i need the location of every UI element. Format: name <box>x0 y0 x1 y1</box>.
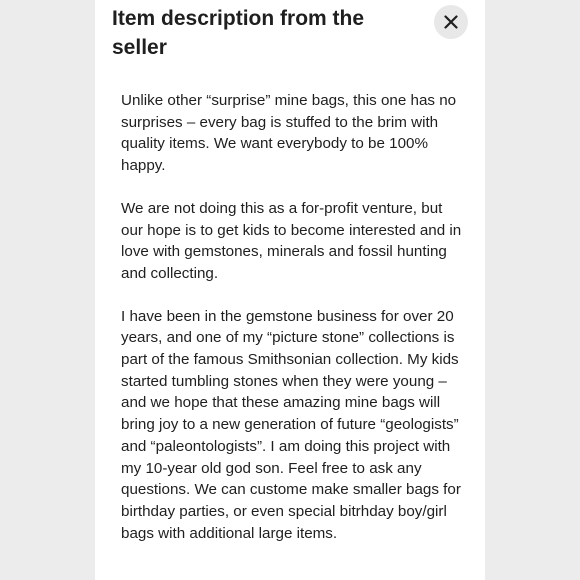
modal-title: Item description from the seller <box>112 7 365 59</box>
description-paragraph-2: We are not doing this as a for-profit venture, but our hope is to get kids to become interested and in love with gemstones, minerals and fossil hunting and collecting. <box>121 199 462 282</box>
item-description-modal <box>95 0 485 580</box>
close-button[interactable] <box>434 5 468 39</box>
close-icon <box>444 15 458 29</box>
description-paragraph-1: Unlike other “surprise” mine bags, this one has no surprises – every bag is stuffed to the brim with quality items. We want everybody to be 100% happy. <box>121 92 457 175</box>
seller-description <box>121 90 466 565</box>
description-paragraph-3: I have been in the gemstone business for over 20 years, and one of my “picture stone” collections is part of the famous Smithsonian collection. My kids started tumbling stones when they were young – and we hope that these amazing mine bags will bring joy to a new generation of future “geologists” and “paleontologists”. I am doing this project with my 10-year old god son. Feel free to ask any questions. We can custome make smaller bags for birthday parties, or even special bitrhday boy/girl bags with additional large items. <box>121 307 461 542</box>
